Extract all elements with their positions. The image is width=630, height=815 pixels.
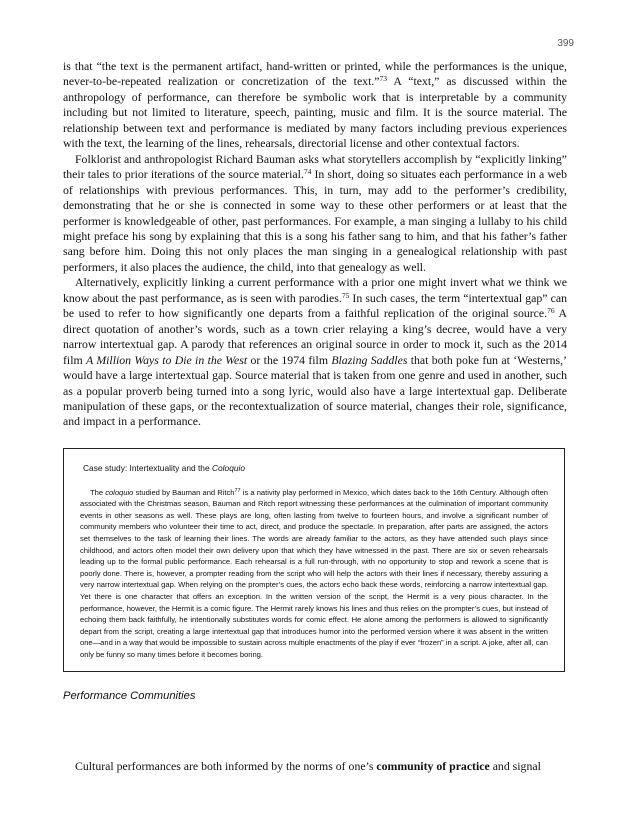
text-run: is a nativity play performed in Mexico, which dates back to the 16th Century. Although often associated with the Christmas season, Bauman and Ritch report witnessing these performances at the culmination of important community events in other seasons as well. These plays are long, often lasting from twelve to fourteen hours, and involve a significant number of community members who volunteer their time to act, direct, and produce the spectacle. In preparation, after parts are assigned, the actors set themselves to the task of learning their lines. The words are already familiar to the actors, as they have attended such plays since childhood, and actors often model their own delivery upon that which they have witnessed in the past. There are six or seven rehearsals leading up to the formal public performance. Each rehearsal is a full run-through, with no opportunity to stop and rework a scene that is poorly done. There is, however, a prompter reading from the script who will help the actors with their lines if necessary, thereby assuring a very narrow intertextual gap. When relying on the prompter’s cues, the actors echo back these words, reinforcing a narrow intertextual gap. Yet there is one character that offers an exception. In the written version of the script, the Hermit is a very pious character. In the performance, however, the Hermit is a comic figure. The Hermit rarely knows his lines and thus relies on the prompter’s cues, but instead of echoing them back faithfully, he intentionally substitutes words for comic effect. He alone among the performers is allowed to significantly depart from the script, creating a large intertextual gap that introduces humor into the performed version where it was absent in the written one—and in a way that would be impossible to sustain across multiple enactments of the play if ever “frozen” in a script. A joke, after all, can only be funny so many times before it becomes boring. xyxy=(80,487,548,659)
text-run: In short, doing so situates each performance in a web of relationships with previous performances. This, in turn, may add to the performer’s credibility, demonstrating that he or she is connected in some way to these other performers or at least that the performer is knowledgeable of other, past performances. For example, a man singing a lullaby to his child might preface his song by explaining that this is a song his father sang to him, and that his father’s father sang before him. Doing this not only places the man singing in a genealogical relationship with past performers, it also places the audience, the child, into that genealogy as well. xyxy=(63,167,567,274)
text-run: Folklorist and anthropologist Richard Bauman asks what storytellers accomplish by “explicitly linking” their tales to prior iterations of the source material. xyxy=(63,151,567,182)
case-study-title-prefix: Case study: Intertextuality and the xyxy=(83,463,212,473)
footnote-marker: 76 xyxy=(547,306,555,316)
italic-text: A Million Ways to Die in the West xyxy=(86,352,248,367)
case-study-title-italic: Coloquio xyxy=(211,463,246,473)
text-run: In such cases, the term “intertextual gap” can be used to refer to how significantly one departs from a faithful replication of the original source. xyxy=(63,290,567,321)
page-number: 399 xyxy=(557,38,574,49)
text-run: Cultural performances are both informed by the norms of one’s xyxy=(75,758,377,773)
text-run: that both poke fun at ‘Westerns,’ would have a large intertextual gap. Source material that is taken from one genre and used in another, such as a popular proverb being turned into a song lyric, would also have a large intertextual gap. Deliberate manipulation of these gaps, or the recontextualization of source material, changes their role, significance, and impact in a performance. xyxy=(63,352,567,429)
text-run: The xyxy=(90,487,106,497)
italic-text: Blazing Saddles xyxy=(331,352,408,367)
footnote-marker: 73 xyxy=(379,74,388,84)
body-paragraph xyxy=(63,152,567,276)
body-paragraph-last xyxy=(63,759,567,774)
case-study-text xyxy=(80,487,548,661)
text-run: A “text,” as discussed within the anthropology of performance, can therefore be symbolic work that is interpretable by a community including but not limited to literature, speech, painting, music and film. It is the source material. The relationship between text and performance is mediated by many factors including previous experiences with the text, the learning of the lines, rehearsals, directorial license and other contextual factors. xyxy=(63,74,567,151)
footnote-marker: 75 xyxy=(341,290,350,300)
section-heading: Performance Communities xyxy=(63,690,196,702)
text-run: is that “the text is the permanent artifact, hand-written or printed, while the performances is the unique, never-to-be-repeated realization or concretization of the text.” xyxy=(63,59,567,89)
case-study-title xyxy=(83,463,548,475)
text-run: or the 1974 film xyxy=(247,352,332,367)
text-run: Alternatively, explicitly linking a current performance with a prior one might invert what we think we know about the past performance, as is seen with parodies. xyxy=(63,275,567,305)
body-paragraph xyxy=(63,275,567,430)
case-study-box xyxy=(63,448,565,672)
text-run: and signal xyxy=(489,758,541,773)
text-run: A direct quotation of another’s words, such as a town crier relaying a king’s decree, would have a very narrow intertextual gap. A parody that references an original source in order to mock it, such as the 2014 film xyxy=(63,306,567,367)
bold-term: community of practice xyxy=(376,758,490,773)
italic-text: coloquio xyxy=(105,487,134,497)
text-run: studied by Bauman and Ritch xyxy=(133,487,235,497)
main-text-block xyxy=(63,59,567,430)
footnote-marker: 74 xyxy=(303,167,312,177)
body-paragraph xyxy=(63,59,567,152)
footnote-marker: 77 xyxy=(234,487,241,494)
